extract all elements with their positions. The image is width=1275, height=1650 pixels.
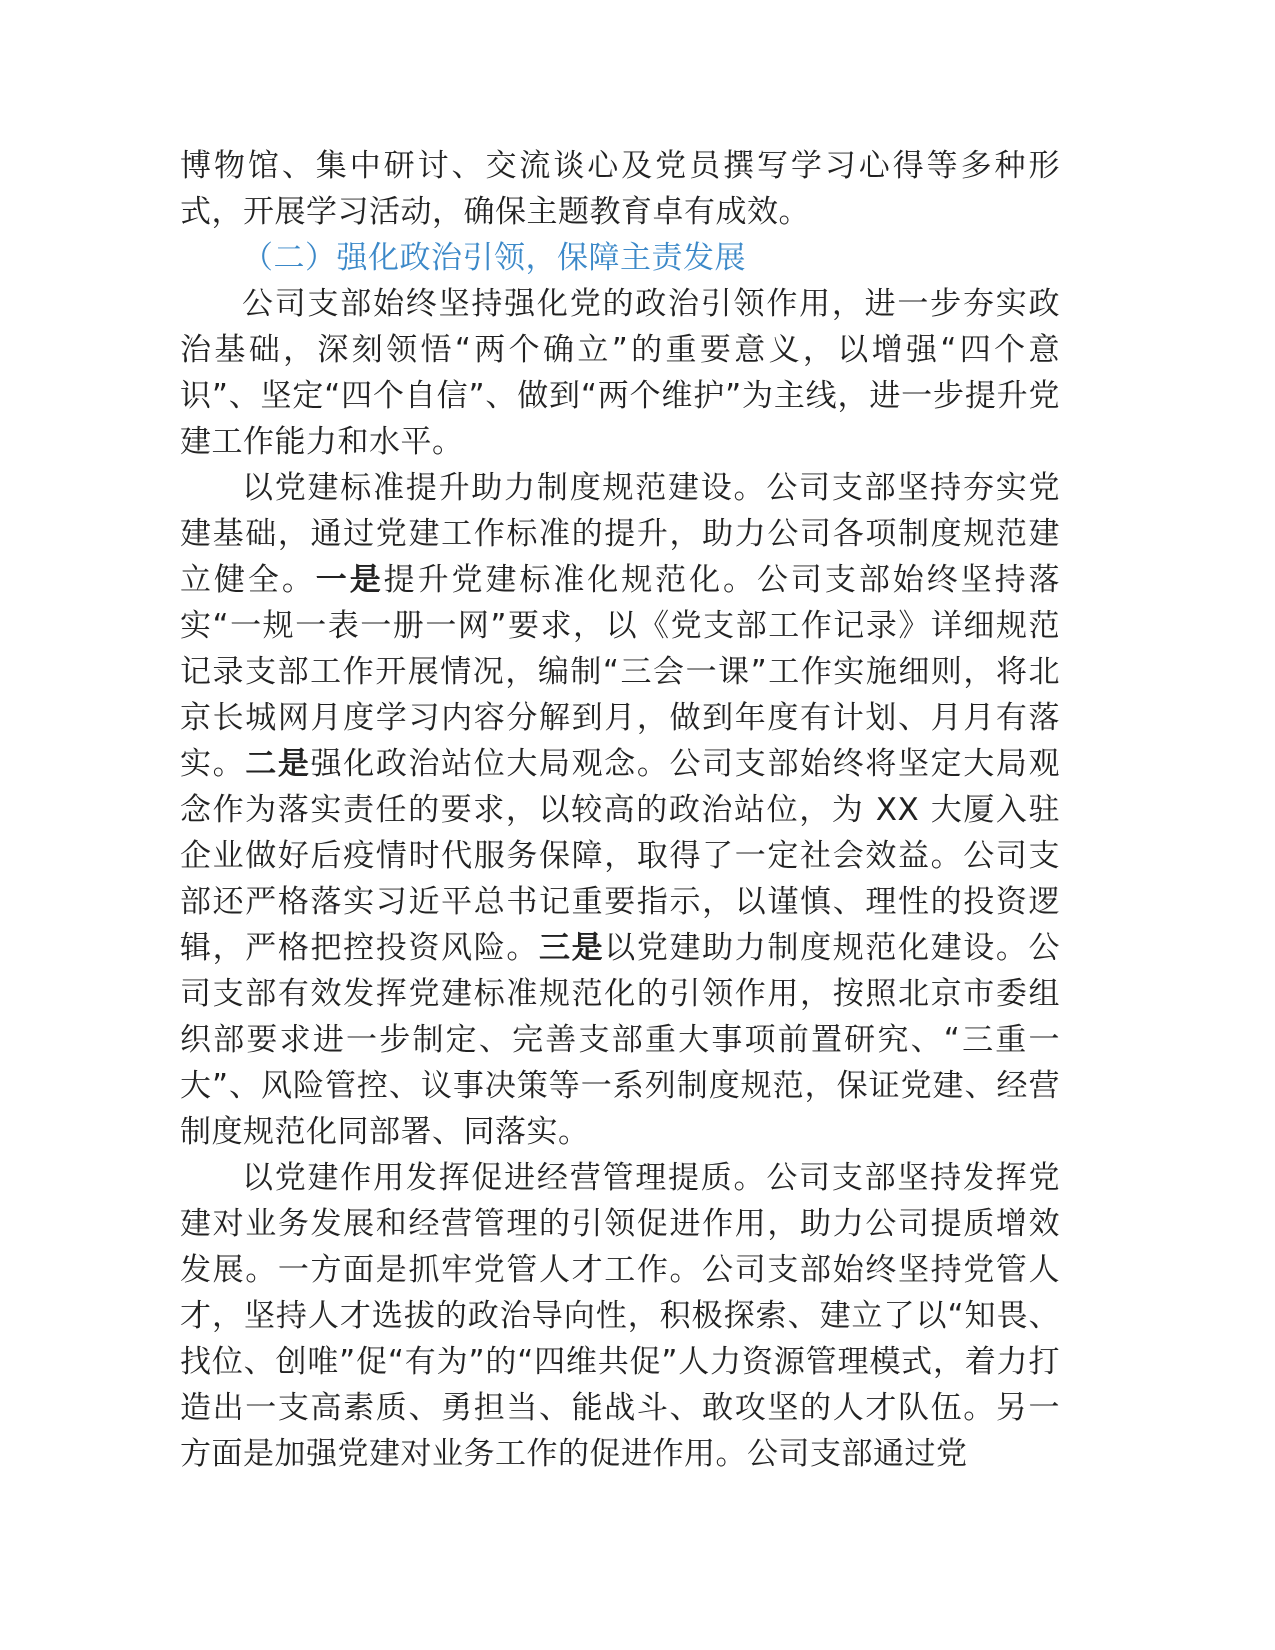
point-text-3: 以党建助力制度规范化建设。公司支部有效发挥党建标准规范化的引领作用，按照北京市委组织部要求进一步制定、完善支部重大事项前置研究、“三重一大”、风险管控、议事决策等一系列制度规范，保证党建、经营制度规范化同部署、同落实。 — [180, 930, 1061, 1150]
document-body — [180, 143, 1060, 1477]
paragraph-standards — [180, 465, 1060, 1155]
point-text-1: 提升党建标准化规范化。公司支部始终坚持落实“一规一表一册一网”要求，以《党支部工作记录》详细规范记录支部工作开展情况，编制“三会一课”工作实施细则，将北京长城网月度学习内容分解到月，做到年度有计划、月月有落实。 — [180, 562, 1061, 782]
point-label-1: 一是 — [315, 562, 384, 598]
paragraph-intro: 公司支部始终坚持强化党的政治引领作用，进一步夯实政治基础，深刻领悟“两个确立”的重要意义，以增强“四个意识”、坚定“四个自信”、做到“两个维护”为主线，进一步提升党建工作能力和水平。 — [180, 286, 1060, 460]
point-label-3: 三是 — [538, 930, 605, 966]
paragraph-operations: 以党建作用发挥促进经营管理提质。公司支部坚持发挥党建对业务发展和经营管理的引领促进作用，助力公司提质增效发展。一方面是抓牢党管人才工作。公司支部始终坚持党管人才，坚持人才选拔的政治导向性，积极探索、建立了以“知畏、找位、创唯”促“有为”的“四维共促”人力资源管理模式，着力打造出一支高素质、勇担当、能战斗、敢攻坚的人才队伍。另一方面是加强党建对业务工作的促进作用。公司支部通过党 — [180, 1160, 1060, 1472]
section-heading: （二）强化政治引领，保障主责发展 — [242, 240, 746, 276]
point-text-2: 强化政治站位大局观念。公司支部始终将坚定大局观念作为落实责任的要求，以较高的政治站位，为 XX 大厦入驻企业做好后疫情时代服务保障，取得了一定社会效益。公司支部还严格落实习近平总书记重要指示，以谨慎、理性的投资逻辑，严格把控投资风险。 — [180, 746, 1061, 966]
standards-lead: 以党建标准提升助力制度规范建设。公司支部坚持夯实党建基础，通过党建工作标准的提升，助力公司各项制度规范建立健全。 — [180, 470, 1060, 598]
point-label-2: 二是 — [245, 746, 311, 782]
paragraph-continuation: 博物馆、集中研讨、交流谈心及党员撰写学习心得等多种形式，开展学习活动，确保主题教育卓有成效。 — [180, 148, 1060, 230]
